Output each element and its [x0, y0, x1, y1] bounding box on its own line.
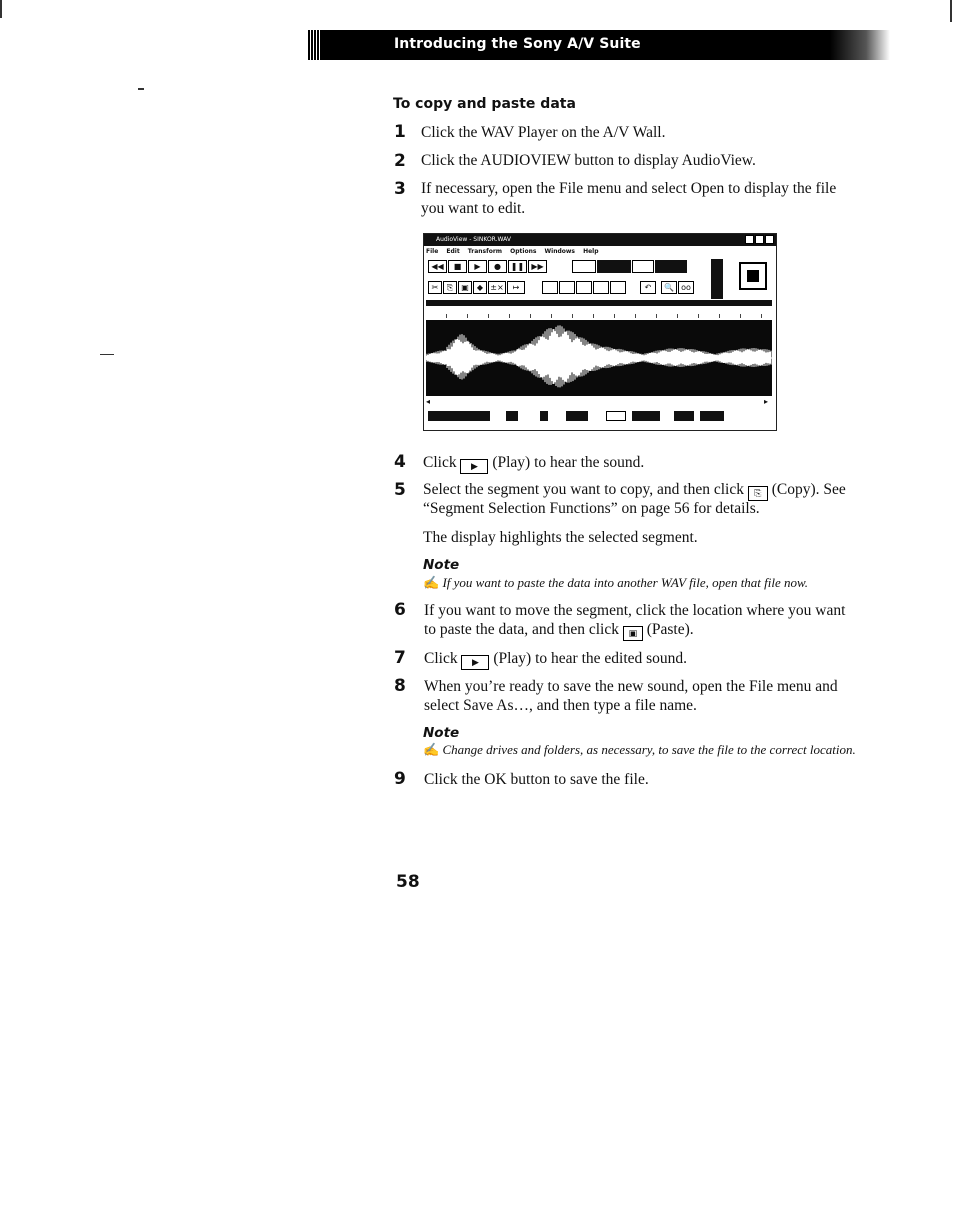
audioview-screenshot — [423, 233, 777, 431]
step-number: 7 — [394, 648, 406, 668]
menu-transform: Transform — [467, 248, 503, 255]
step-text-line: When you’re ready to save the new sound, open the File menu and — [424, 678, 838, 695]
pencil-icon: ✍ — [423, 742, 440, 757]
chapter-header-bar — [308, 30, 870, 60]
fast-forward-icon: ▶▶ — [528, 260, 547, 273]
chapter-title: Introducing the Sony A/V Suite — [394, 36, 641, 52]
menu-windows: Windows — [544, 248, 575, 255]
step-text-after: (Copy). See — [771, 481, 846, 498]
pause-icon: ❚❚ — [508, 260, 527, 273]
step-text — [423, 480, 846, 501]
step-number: 8 — [394, 676, 406, 696]
note-label: Note — [423, 557, 460, 573]
play-icon: ▶ — [461, 655, 489, 670]
note-text: Change drives and folders, as necessary, to save the file to the correct location. — [442, 742, 856, 757]
section-heading: To copy and paste data — [393, 96, 576, 112]
step-text-before: to paste the data, and then click — [424, 621, 619, 638]
status-field — [506, 411, 518, 421]
erase-icon: ◆ — [473, 281, 487, 294]
transform-icon — [576, 281, 592, 294]
large-stop-icon — [739, 262, 767, 290]
position-meter — [655, 260, 687, 273]
scroll-left-icon: ◂ — [426, 397, 431, 406]
transport-toolbar — [428, 260, 548, 273]
header-fade-decoration — [830, 30, 890, 60]
step-followup-text: The display highlights the selected segment. — [423, 529, 698, 546]
stop-icon: ■ — [448, 260, 467, 273]
status-field — [566, 411, 588, 421]
menu-file: File — [426, 248, 439, 255]
audioview-title: AudioView - SINKOR.WAV — [436, 236, 511, 243]
step-text — [424, 620, 694, 641]
step-number: 5 — [394, 480, 406, 500]
copy-icon: ⎘ — [443, 281, 457, 294]
scan-artifact — [138, 88, 144, 90]
cut-icon: ✂ — [428, 281, 442, 294]
scan-artifact — [100, 354, 114, 355]
note-text: If you want to paste the data into another WAV file, open that file now. — [442, 575, 808, 590]
step-number: 6 — [394, 600, 406, 620]
zoom-icon: 🔍 — [661, 281, 677, 294]
transform-icon — [559, 281, 575, 294]
undo-icon: ↶ — [640, 281, 656, 294]
audioview-title-bar — [424, 234, 776, 246]
step-text: Click the WAV Player on the A/V Wall. — [421, 124, 666, 141]
step-number: 4 — [394, 452, 406, 472]
status-field — [428, 411, 490, 421]
vu-meter — [711, 259, 723, 299]
status-field — [606, 411, 626, 421]
audioview-status-bar — [428, 411, 768, 421]
level-meter — [597, 260, 631, 273]
scan-artifact — [950, 0, 952, 22]
note — [423, 742, 856, 758]
paste-icon: ▣ — [458, 281, 472, 294]
header-notch-decoration — [308, 30, 322, 60]
play-loop-icon — [632, 260, 654, 273]
level-toolbar — [572, 260, 688, 273]
step-text: Click the OK button to save the file. — [424, 771, 649, 788]
copy-icon: ⎘ — [748, 486, 768, 501]
step-text-line: If you want to move the segment, click the location where you want — [424, 602, 846, 619]
scroll-right-icon: ▸ — [764, 397, 769, 406]
step-text-before: Select the segment you want to copy, and then click — [423, 481, 744, 498]
menu-help: Help — [583, 248, 599, 255]
step-text — [424, 649, 687, 670]
step-text-line: you want to edit. — [421, 200, 526, 217]
note-label: Note — [423, 725, 460, 741]
time-ruler — [426, 300, 772, 318]
waveform-display — [426, 320, 772, 396]
step-number: 2 — [394, 151, 406, 171]
step-text-after: (Play) to hear the sound. — [492, 454, 645, 471]
step-text-after: (Play) to hear the edited sound. — [493, 650, 688, 667]
status-field — [700, 411, 724, 421]
close-icon — [765, 235, 774, 244]
waveform-icon — [426, 320, 772, 396]
zoom-full-icon: oo — [678, 281, 694, 294]
window-controls — [744, 235, 774, 249]
transform-icon — [593, 281, 609, 294]
menu-edit: Edit — [446, 248, 460, 255]
transform-icon — [542, 281, 558, 294]
play-icon: ▶ — [468, 260, 487, 273]
mix-icon: ±× — [488, 281, 506, 294]
level-icon — [572, 260, 596, 273]
page-number: 58 — [396, 872, 420, 892]
step-text-before: Click — [423, 454, 457, 471]
play-icon: ▶ — [460, 459, 488, 474]
step-text-line: If necessary, open the File menu and select Open to display the file — [421, 180, 837, 197]
edit-toolbar — [428, 281, 526, 294]
note — [423, 575, 808, 591]
step-text-line: “Segment Selection Functions” on page 56 for details. — [423, 500, 760, 517]
record-icon: ● — [488, 260, 507, 273]
scan-artifact — [0, 0, 2, 18]
transform-toolbar — [542, 281, 627, 294]
step-text: Click the AUDIOVIEW button to display AudioView. — [421, 152, 756, 169]
status-field — [632, 411, 660, 421]
trim-icon: ↦ — [507, 281, 525, 294]
menu-options: Options — [510, 248, 537, 255]
step-number: 1 — [394, 122, 406, 142]
paste-icon: ▣ — [623, 626, 643, 641]
audioview-menu-bar — [426, 247, 605, 257]
view-toolbar — [640, 281, 695, 294]
step-text — [423, 453, 644, 474]
maximize-icon — [755, 235, 764, 244]
pencil-icon: ✍ — [423, 575, 440, 590]
step-text-before: Click — [424, 650, 458, 667]
status-field — [674, 411, 694, 421]
fade-icon — [610, 281, 626, 294]
step-number: 9 — [394, 769, 406, 789]
step-text-line: select Save As…, and then type a file name. — [424, 697, 697, 714]
step-number: 3 — [394, 179, 406, 199]
step-text-after: (Paste). — [646, 621, 694, 638]
rewind-icon: ◀◀ — [428, 260, 447, 273]
minimize-icon — [745, 235, 754, 244]
status-field — [540, 411, 548, 421]
